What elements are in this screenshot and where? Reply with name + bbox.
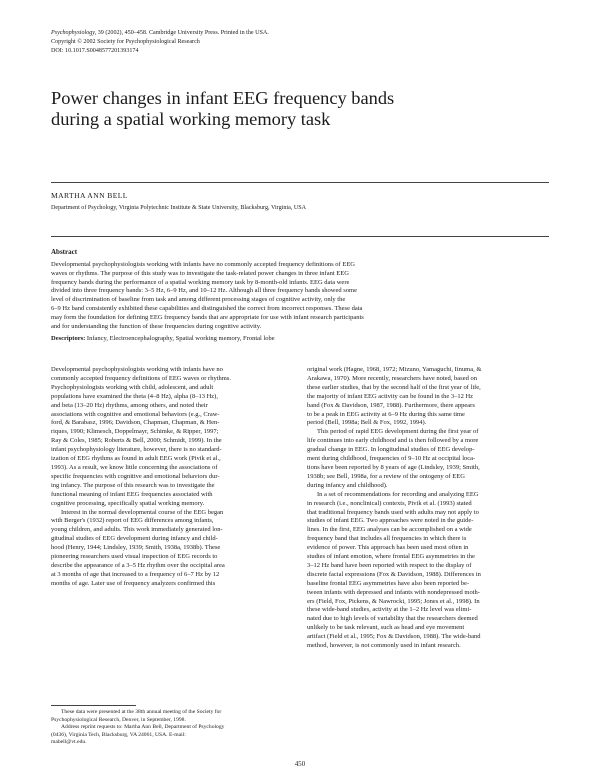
body-line: unlikely to be task relevant, such as head and eye movement — [307, 624, 465, 632]
body-line: cognitive processing, specifically spatial working memory. — [51, 499, 205, 507]
body-line: band (Fox & Davidson, 1987, 1988). Furthermore, there appears — [307, 401, 475, 409]
body-line: life continues into early childhood and is then followed by a more — [307, 437, 479, 445]
body-line: ers (Field, Fox, Pickens, & Nawrocki, 1995; Jones et al., 1998). In — [307, 597, 480, 605]
abstract-body — [51, 261, 551, 332]
body-line: tions have been reported by 8 years of age (Lindsley, 1939; Smith, — [307, 463, 480, 471]
body-column-right — [307, 366, 549, 651]
body-line: nated due to high levels of variability that the researchers deemed — [307, 615, 478, 623]
body-line: hood (Henry, 1944; Lindsley, 1939; Smith, 1938a, 1938b). These — [51, 544, 221, 552]
body-line: 3–12 Hz band have been reported with respect to the display of — [307, 561, 472, 569]
body-line: method, however, is not commonly used in infant research. — [307, 642, 461, 650]
footnote-line: (0436), Virginia Tech, Blacksburg, VA 24061, USA. E-mail: — [51, 731, 186, 738]
body-line: evidence of power. This approach has been used most often in — [307, 544, 469, 552]
body-line: Interest in the normal developmental course of the EEG began — [61, 508, 224, 516]
body-line: to be a peak in EEG activity at 6–9 Hz during this same time — [307, 410, 465, 418]
body-line: these earlier studies, that by the second half of the first year of life, — [307, 383, 481, 391]
body-line: lines. In the first, EEG analyses can be accomplished on a wide — [307, 526, 472, 534]
body-line: period (Bell, 1998a; Bell & Fox, 1992, 1994). — [307, 419, 427, 427]
body-line: populations have examined the theta (4–8 Hz), alpha (8–13 Hz), — [51, 392, 218, 400]
body-line: studies of infant EEG. Two approaches were noted in the guide- — [307, 517, 474, 525]
abstract-line: Developmental psychophysiologists working with infants have no commonly accepted frequency definitions of EEG — [51, 260, 355, 268]
body-line: ford, & Barabasz, 1996; Davidson, Chapman, Chapman, & Hen- — [51, 419, 220, 427]
body-line: In a set of recommendations for recording and analyzing EEG — [317, 490, 479, 498]
journal-citation — [51, 29, 531, 38]
abstract-line: level of discrimination of baseline from task and among different processing stages of cognitive activity, only the — [51, 296, 346, 304]
body-line: Developmental psychophysiologists working with infants have no — [51, 366, 223, 373]
body-line: riques, 1990; Klimesch, Doppelmayr, Schimke, & Ripper, 1997; — [51, 428, 219, 436]
footnote-line: These data were presented at the 38th annual meeting of the Society for — [61, 709, 222, 715]
body-line: commonly accepted frequency definitions of EEG waves or rhythms. — [51, 374, 231, 382]
journal-name: Psychophysiology, — [51, 30, 97, 36]
body-line: associations with cognitive and emotional behaviors (e.g., Craw- — [51, 410, 220, 418]
doi-line: DOI: 10.1017.S0048577201393174 — [51, 47, 139, 54]
body-line: gitudinal studies of EEG development during infancy and child- — [51, 535, 218, 543]
body-line: infant psychophysiology literature, however, there is no standard- — [51, 446, 222, 454]
body-line: that traditional frequency bands used with adults may not apply to — [307, 508, 479, 516]
abstract-line: may form the foundation for defining EEG frequency bands that are appropriate for use with infant research participants — [51, 313, 364, 321]
body-line: studies of infant emotion, where frontal EEG asymmetries in the — [307, 553, 475, 561]
footnotes — [51, 709, 292, 747]
body-line: 1938b; see Bell, 1998a, for a review of the ontogeny of EEG — [307, 472, 465, 480]
journal-header — [51, 29, 531, 55]
keywords-label: Descriptors: — [51, 334, 86, 342]
footnote-divider — [51, 705, 136, 706]
body-line: gradual change in EEG. In longitudinal studies of EEG develop- — [307, 446, 475, 454]
body-line: functional meaning of infant EEG frequencies associated with — [51, 490, 213, 498]
author-affiliation: Department of Psychology, Virginia Polytechnic Institute & State University, Blacksburg, Virginia, USA — [51, 205, 307, 211]
body-line: young children, and adults. This work immediately generated lon- — [51, 526, 223, 534]
abstract-line: and for understanding the function of these frequencies during cognitive activity. — [51, 322, 262, 330]
body-line: months of age. Later use of frequency analyzers confirmed this — [51, 579, 216, 587]
title-line-2: during a spatial working memory task — [51, 109, 331, 129]
body-column-left — [51, 366, 292, 589]
abstract-section — [51, 248, 551, 343]
body-line: artifact (Field et al., 1995; Fox & Davidson, 1988). The wide-band — [307, 633, 481, 641]
body-line: at 3 months of age that increased to a frequency of 6–7 Hz by 12 — [51, 570, 220, 578]
body-line: and beta (13–20 Hz) rhythms, among others, and noted their — [51, 401, 208, 409]
body-line: with Berger's (1932) report of EEG differences among infants, — [51, 517, 214, 525]
footnote-line: Psychophysiological Research, Denver, in September, 1998. — [51, 716, 186, 723]
body-line: baseline frontal EEG asymmetries have also been reported be- — [307, 579, 470, 587]
abstract-line: 6–9 Hz band consistently exhibited these capabilities and distinguished the correct from incorrect responses. These data — [51, 305, 363, 313]
abstract-line: frequency bands during the performance of a spatial working memory task by 8-month-old infants. EEG data were — [51, 278, 350, 286]
abstract-line: waves or rhythms. The purpose of this study was to investigate the task-related power changes in three infant EEG — [51, 269, 349, 277]
keywords-list: Infancy, Electroencephalography, Spatial working memory, Frontal lobe — [85, 334, 275, 342]
body-line: ment during childhood, frequencies of 9–10 Hz at occipital loca- — [307, 455, 476, 463]
footnote-line: mabell@vt.edu. — [51, 739, 87, 745]
keywords — [51, 335, 551, 344]
body-line: these wide-band studies, activity at the 1–2 Hz level was elimi- — [307, 606, 472, 614]
journal-volume-info: 39 (2002), 450–458. Cambridge University Press. Printed in the USA. — [96, 30, 269, 36]
body-line: discrete facial expressions (Fox & Davidson, 1988). Differences in — [307, 570, 481, 578]
title-divider — [51, 182, 549, 183]
body-line: ization of EEG rhythms as found in adult EEG work (Pivik et al., — [51, 455, 221, 463]
copyright-line: Copyright © 2002 Society for Psychophysiological Research — [51, 38, 200, 45]
body-line: 1993). As a result, we know little concerning the associations of — [51, 463, 218, 471]
body-line: specific frequencies with cognitive and emotional behaviors dur- — [51, 472, 220, 480]
body-line: in research (i.e., nonclinical) contexts, Pivik et al. (1993) stated — [307, 499, 472, 507]
abstract-heading: Abstract — [51, 248, 78, 256]
body-line: Arakawa, 1970). More recently, researchers have noted, based on — [307, 374, 477, 382]
body-line: ing infancy. The purpose of this research was to investigate the — [51, 481, 215, 489]
body-line: original work (Hagne, 1968, 1972; Mizuno, Yamaguchi, Iinuma, & — [307, 366, 482, 373]
affiliation-divider — [51, 236, 549, 237]
body-line: This period of rapid EEG development during the first year of — [317, 428, 479, 436]
body-line: during infancy and childhood). — [307, 481, 388, 489]
body-line: Ray & Coles, 1985; Roberts & Bell, 2000; Schmidt, 1999). In the — [51, 437, 222, 445]
title-line-1: Power changes in infant EEG frequency bands — [51, 88, 395, 108]
body-line: pioneering researchers used visual inspection of EEG records to — [51, 553, 218, 561]
body-line: describe the appearance of a 3–5 Hz rhythm over the occipital area — [51, 561, 225, 569]
author-name: MARTHA ANN BELL — [51, 191, 128, 200]
abstract-line: divided into three frequency bands: 3–5 Hz, 6–9 Hz, and 10–12 Hz. Although all three frequency bands showed some — [51, 287, 357, 295]
body-line: Psychophysiologists working with child, adolescent, and adult — [51, 383, 214, 391]
body-line: tween infants with depressed and infants with nondepressed moth- — [307, 588, 480, 596]
body-line: frequency band that includes all frequencies in which there is — [307, 535, 467, 543]
footnote-line: Address reprint requests to: Martha Ann Bell, Department of Psychology — [61, 724, 225, 730]
body-line: the majority of infant EEG activity can be found in the 3–12 Hz — [307, 392, 474, 400]
article-title — [51, 88, 551, 130]
page-number: 450 — [294, 761, 306, 768]
